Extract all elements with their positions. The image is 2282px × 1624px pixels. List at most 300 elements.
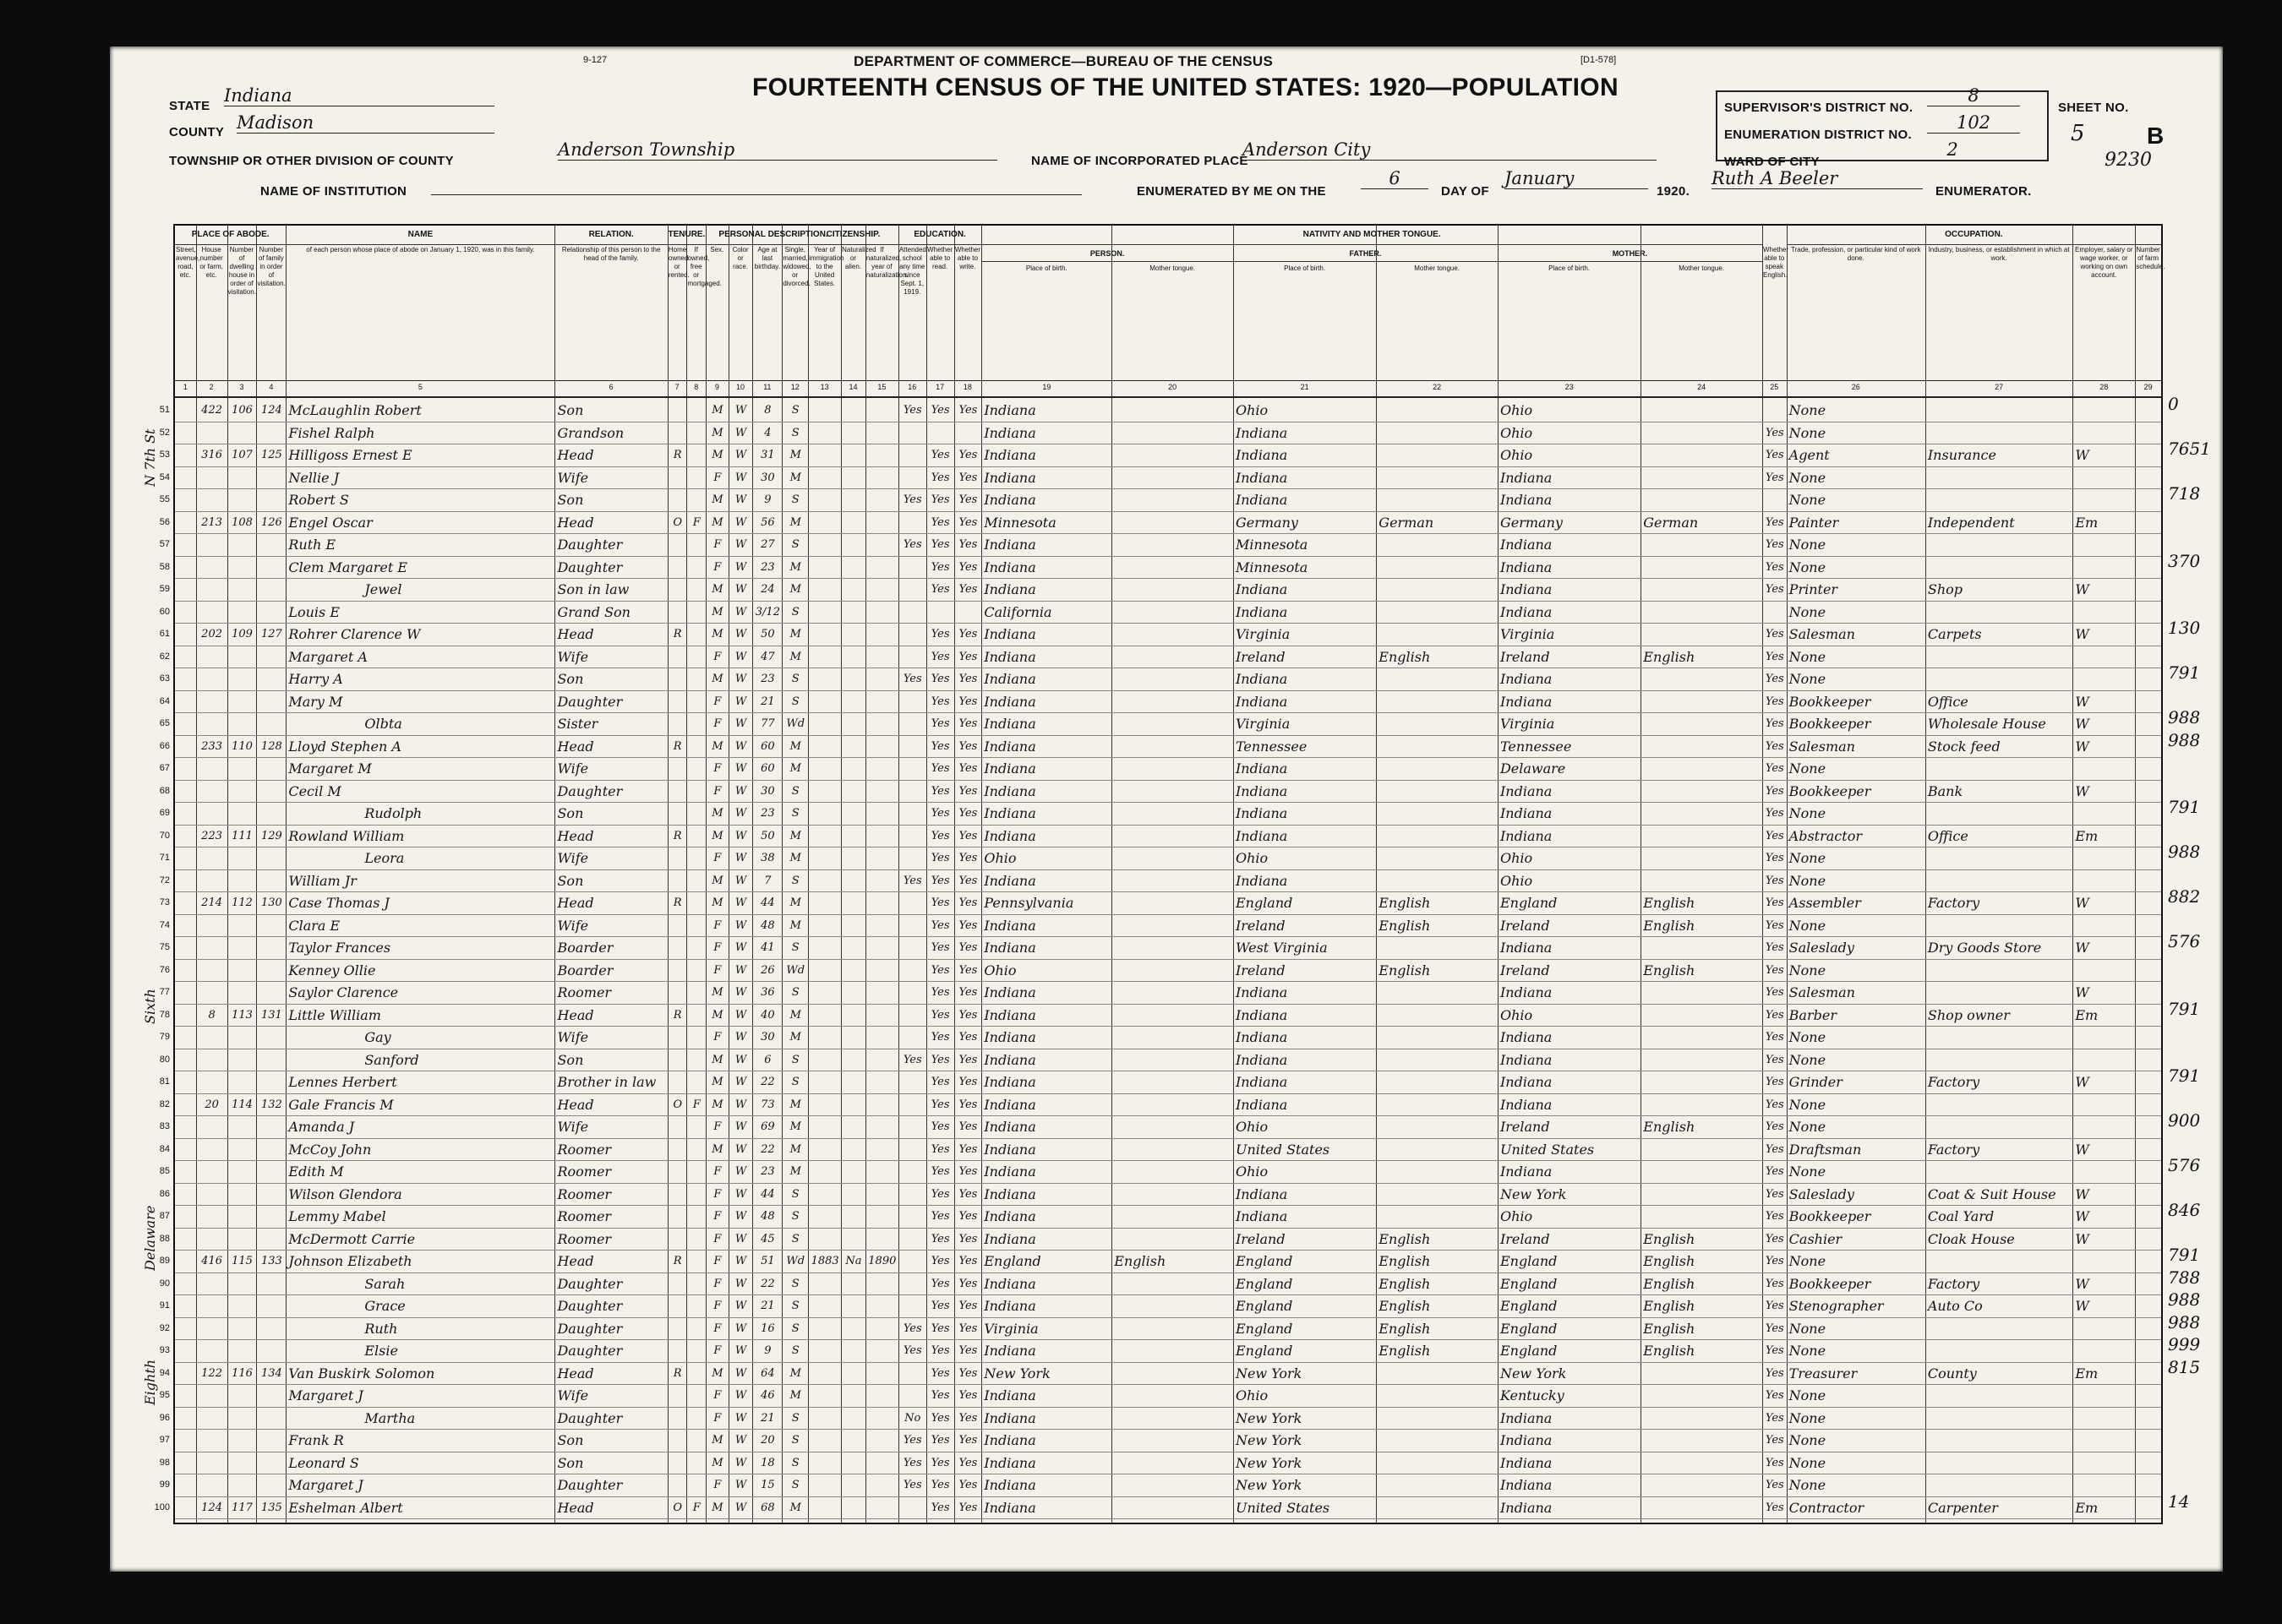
cell-pob: England — [984, 1253, 1041, 1269]
cell-fmt: English — [1378, 1343, 1431, 1359]
cell-house — [199, 938, 226, 957]
cell-dw — [230, 1117, 255, 1136]
column-number: 28 — [2099, 383, 2109, 391]
cell-dw — [230, 1386, 255, 1405]
cell-street — [177, 1050, 194, 1070]
cell-ms: S — [791, 1434, 800, 1447]
street-note: N 7th St — [142, 428, 158, 487]
column-number: 10 — [736, 383, 745, 391]
cell-street — [177, 558, 194, 577]
cell-fpob: Indiana — [1235, 1185, 1288, 1202]
cell-read: Yes — [931, 874, 950, 887]
cell-pob: Indiana — [984, 827, 1036, 844]
cell-own — [670, 1072, 685, 1092]
line-number: 66 — [159, 740, 170, 751]
cell-age: 21 — [761, 1411, 775, 1425]
cell-ms: S — [791, 1076, 800, 1088]
cell-mt — [1114, 1409, 1231, 1428]
cell-fmt — [1378, 938, 1496, 957]
cell-house — [199, 1296, 226, 1316]
cell-occ: Barber — [1788, 1006, 1837, 1023]
cell-mpob: Indiana — [1499, 1164, 1553, 1180]
cell-imm — [811, 1319, 839, 1338]
cell-read: Yes — [931, 673, 950, 685]
cell-imm — [811, 602, 839, 622]
cell-dw — [230, 983, 255, 1002]
cell-farm — [2137, 1072, 2159, 1092]
cell-pob: Indiana — [984, 424, 1036, 441]
cell-race: W — [734, 1120, 747, 1133]
cell-mpob: England — [1499, 1298, 1558, 1314]
cell-farm — [2137, 1386, 2159, 1405]
cell-nat — [843, 1475, 864, 1495]
cell-rel: Son — [557, 1432, 584, 1448]
cell-imm — [811, 1475, 839, 1495]
margin-number: 791 — [2168, 1245, 2201, 1265]
cell-read: Yes — [931, 784, 950, 798]
cell-street — [177, 602, 194, 622]
column-number: 14 — [849, 383, 858, 391]
cell-pob: Indiana — [984, 1164, 1036, 1180]
cell-house — [199, 961, 226, 980]
table-row — [159, 1294, 2161, 1316]
line-number: 79 — [159, 1032, 170, 1042]
table-row — [159, 1339, 2161, 1360]
cell-rel: Son — [557, 402, 584, 418]
cell-nat — [843, 580, 864, 599]
cell-race: W — [734, 404, 747, 417]
cell-house — [199, 1072, 226, 1092]
column-header: Mother tongue. — [1414, 264, 1460, 272]
cell-pob: Indiana — [984, 872, 1036, 889]
cell-ms: M — [789, 1501, 801, 1514]
cell-own — [670, 1296, 685, 1316]
cell-farm — [2137, 647, 2159, 667]
cell-imm — [811, 871, 839, 891]
cell-age: 9 — [764, 1344, 772, 1357]
column-number: 27 — [1995, 383, 2004, 391]
cell-mmt — [1643, 624, 1761, 644]
cell-eng: Yes — [1765, 1456, 1784, 1469]
cell-race: W — [734, 1165, 747, 1178]
cell-sch — [901, 580, 925, 599]
cell-ind: County — [1927, 1365, 1977, 1381]
column-header: Year of immigration to the United States. — [809, 246, 844, 287]
line-number: 100 — [154, 1501, 170, 1512]
sheet-letter: B — [2147, 123, 2165, 149]
cell-mpob: England — [1499, 1253, 1558, 1269]
cell-fmt — [1378, 1409, 1496, 1428]
cell-street — [177, 513, 194, 532]
cell-race: W — [734, 673, 747, 685]
cell-ms: S — [791, 538, 800, 551]
cell-fmt — [1378, 1207, 1496, 1226]
street-note: Sixth — [142, 989, 158, 1024]
cell-sex: F — [713, 1031, 722, 1044]
cell-eng: Yes — [1765, 426, 1784, 439]
cell-nat — [843, 1296, 864, 1316]
cell-sch — [901, 602, 925, 622]
cell-ms: M — [789, 1008, 801, 1022]
cell-write: Yes — [958, 404, 978, 417]
cell-write: Yes — [958, 807, 978, 820]
cell-dw: 114 — [232, 1098, 253, 1111]
cell-ms: M — [789, 829, 801, 842]
margin-number: 0 — [2168, 394, 2179, 414]
cell-rel: Sister — [557, 716, 598, 732]
cell-mpob: Ohio — [1499, 872, 1533, 889]
cell-nat — [843, 938, 864, 957]
cell-farm — [2137, 513, 2159, 532]
cell-nat — [843, 1229, 864, 1249]
cell-write: Yes — [958, 471, 978, 484]
cell-natyr — [868, 445, 897, 465]
cell-rel: Daughter — [557, 1477, 623, 1493]
cell-sex: M — [712, 1456, 723, 1469]
cell-write: Yes — [958, 1389, 978, 1402]
cell-occ: Abstractor — [1788, 827, 1862, 844]
cell-house — [199, 1185, 226, 1204]
cell-write: Yes — [958, 963, 978, 977]
cell-farm — [2137, 580, 2159, 599]
cell-street — [177, 1453, 194, 1473]
cell-own — [670, 938, 685, 957]
cell-occ: Draftsman — [1788, 1141, 1862, 1158]
cell-sch: No — [904, 1411, 921, 1425]
cell-ind: Factory — [1927, 1074, 1980, 1090]
cell-fmt: English — [1378, 895, 1431, 911]
table-row — [159, 936, 2161, 957]
group-header: EDUCATION. — [898, 226, 982, 245]
cell-age: 6 — [764, 1053, 772, 1066]
cell-mmt — [1643, 445, 1761, 465]
cell-read: Yes — [931, 1076, 950, 1088]
cell-fpob: Indiana — [1235, 1051, 1288, 1068]
cell-sch — [901, 848, 925, 868]
cell-rel: Daughter — [557, 559, 623, 575]
cell-farm — [2137, 871, 2159, 891]
cell-eng: Yes — [1765, 515, 1784, 529]
cell-eng: Yes — [1765, 1411, 1784, 1425]
cell-emp: W — [2075, 1298, 2089, 1314]
cell-occ: None — [1788, 537, 1826, 553]
cell-fmt — [1378, 401, 1496, 420]
cell-house — [199, 1409, 226, 1428]
table-row — [159, 1026, 2161, 1047]
table-row — [159, 466, 2161, 488]
cell-nat — [843, 535, 864, 554]
cell-age: 30 — [761, 784, 775, 798]
cell-nat — [843, 468, 864, 488]
cell-write: Yes — [958, 829, 978, 842]
cell-fmt: English — [1378, 1230, 1431, 1247]
cell-ind — [1928, 1431, 2071, 1450]
cell-pob: Indiana — [984, 1387, 1036, 1403]
table-row — [159, 847, 2161, 868]
cell-race: W — [734, 874, 747, 887]
cell-race: W — [734, 695, 747, 708]
cell-fpob: England — [1235, 1253, 1293, 1269]
cell-street — [177, 445, 194, 465]
cell-fmt — [1378, 1162, 1496, 1181]
cell-write: Yes — [958, 784, 978, 798]
cell-fpob: Ireland — [1235, 648, 1286, 665]
line-number: 95 — [159, 1390, 170, 1400]
cell-mort — [689, 871, 704, 891]
cell-occ: Printer — [1788, 581, 1838, 597]
cell-emp: W — [2075, 984, 2089, 1000]
column-number: 29 — [2143, 383, 2153, 391]
cell-mmt — [1643, 1409, 1761, 1428]
cell-natyr — [868, 782, 897, 801]
cell-dw: 115 — [232, 1255, 253, 1267]
cell-house — [199, 1386, 226, 1405]
margin-number: 14 — [2168, 1490, 2190, 1512]
cell-fam: 127 — [260, 628, 282, 640]
cell-race: W — [734, 1142, 747, 1156]
cell-age: 30 — [761, 471, 775, 484]
column-number: 9 — [714, 383, 719, 391]
table-row — [159, 712, 2161, 733]
cell-mmt — [1643, 1475, 1761, 1495]
cell-mpob: Delaware — [1499, 760, 1566, 777]
cell-fmt — [1378, 1072, 1496, 1092]
cell-mpob: Indiana — [1499, 1074, 1553, 1090]
cell-race: W — [734, 1501, 747, 1514]
cell-ms: S — [791, 1322, 800, 1335]
cell-ms: M — [789, 739, 801, 753]
cell-own — [670, 1185, 685, 1204]
cell-fmt — [1378, 871, 1496, 891]
cell-nat — [843, 1409, 864, 1428]
table-row — [159, 1317, 2161, 1338]
cell-own — [670, 647, 685, 667]
cell-own — [670, 535, 685, 554]
cell-imm — [811, 714, 839, 733]
margin-number: 791 — [2168, 1065, 2201, 1086]
cell-write: Yes — [958, 918, 978, 932]
cell-farm — [2137, 848, 2159, 868]
cell-own — [670, 1453, 685, 1473]
cell-sex: M — [712, 449, 723, 461]
cell-own — [670, 580, 685, 599]
cell-dw — [230, 669, 255, 689]
cell-ind: Office — [1927, 693, 1968, 710]
cell-age: 21 — [761, 695, 775, 708]
cell-mmt — [1643, 871, 1761, 891]
cell-fam: 125 — [260, 449, 282, 461]
cell-mort — [689, 669, 704, 689]
cell-own — [670, 468, 685, 488]
cell-mort — [689, 1475, 704, 1495]
cell-farm — [2137, 1229, 2159, 1249]
cell-name: Louis E — [288, 603, 340, 620]
cell-occ: None — [1788, 872, 1826, 889]
cell-pob: Indiana — [984, 1454, 1036, 1471]
cell-imm — [811, 468, 839, 488]
cell-race: W — [734, 1322, 747, 1335]
cell-fam — [259, 848, 284, 868]
table-row — [159, 1228, 2161, 1249]
column-header: Place of birth. — [1548, 264, 1591, 272]
cell-mort — [689, 938, 704, 957]
cell-pob: Indiana — [984, 537, 1036, 553]
cell-fam — [259, 602, 284, 622]
cell-mort — [689, 558, 704, 577]
cell-pob: Indiana — [984, 1096, 1036, 1113]
cell-occ: None — [1788, 1320, 1826, 1337]
cell-imm — [811, 893, 839, 913]
cell-emp — [2075, 1341, 2133, 1360]
cell-fmt — [1378, 1453, 1496, 1473]
cell-street — [177, 1185, 194, 1204]
cell-farm — [2137, 1453, 2159, 1473]
column-header: Relationship of this person to the head of the family. — [561, 246, 661, 262]
cell-ind — [1928, 1050, 2071, 1070]
cell-sch — [901, 513, 925, 532]
cell-fam: 134 — [260, 1366, 282, 1380]
cell-farm — [2137, 1207, 2159, 1226]
cell-street — [177, 1296, 194, 1316]
cell-rel: Head — [557, 1499, 594, 1516]
cell-name: Martha — [364, 1409, 416, 1426]
cell-ms: S — [791, 1300, 800, 1312]
cell-emp: W — [2075, 738, 2089, 755]
cell-mpob: Indiana — [1499, 984, 1553, 1000]
cell-emp — [2075, 1475, 2133, 1495]
column-number: 11 — [763, 383, 772, 391]
cell-natyr — [868, 513, 897, 532]
cell-mt — [1114, 602, 1231, 622]
cell-sex: M — [712, 493, 723, 506]
cell-natyr — [868, 1027, 897, 1047]
cell-age: 40 — [761, 1008, 775, 1022]
column-number: 4 — [269, 383, 274, 391]
table-row — [159, 869, 2161, 891]
cell-mmt — [1643, 1027, 1761, 1047]
cell-ms: S — [791, 426, 800, 439]
cell-dw: 108 — [232, 515, 253, 529]
cell-farm — [2137, 1475, 2159, 1495]
cell-pob: Indiana — [984, 1051, 1036, 1068]
cell-fpob: Ohio — [1235, 1387, 1269, 1403]
cell-street — [177, 1386, 194, 1405]
cell-house: 20 — [205, 1098, 219, 1111]
column-header: Employer, salary or wage worker, or working on own account. — [2075, 246, 2133, 279]
cell-mmt: English — [1643, 1320, 1695, 1337]
cell-write: Yes — [958, 1165, 978, 1178]
cell-house — [199, 1229, 226, 1249]
cell-mort — [689, 737, 704, 756]
cell-farm — [2137, 1251, 2159, 1271]
cell-street — [177, 1027, 194, 1047]
column-number: 12 — [790, 383, 800, 391]
cell-sch — [901, 826, 925, 846]
cell-mpob: Ohio — [1499, 402, 1533, 418]
cell-emp: W — [2075, 581, 2089, 597]
cell-nat — [843, 602, 864, 622]
cell-dw — [230, 1162, 255, 1181]
cell-read: Yes — [931, 1120, 950, 1133]
cell-ind — [1928, 1319, 2071, 1338]
cell-write — [957, 423, 980, 443]
cell-farm — [2137, 602, 2159, 622]
cell-sch: Yes — [903, 493, 922, 506]
cell-emp: W — [2075, 1208, 2089, 1224]
cell-nat — [843, 1319, 864, 1338]
cell-rel: Head — [557, 514, 594, 531]
cell-eng: Yes — [1765, 1255, 1784, 1267]
cell-sch — [901, 647, 925, 667]
cell-emp: W — [2075, 1141, 2089, 1158]
cell-write: Yes — [958, 1142, 978, 1156]
cell-mmt — [1643, 401, 1761, 420]
enumerated-label: ENUMERATED BY ME ON THE — [1137, 184, 1326, 199]
column-number: 24 — [1697, 383, 1706, 391]
cell-eng: Yes — [1765, 1389, 1784, 1402]
cell-natyr — [868, 1341, 897, 1360]
cell-imm — [811, 1431, 839, 1450]
table-row — [159, 646, 2161, 667]
cell-fam: 132 — [260, 1098, 282, 1111]
cell-natyr — [868, 1431, 897, 1450]
cell-emp: W — [2075, 782, 2089, 799]
cell-sex: M — [712, 986, 723, 999]
cell-occ: None — [1788, 559, 1826, 575]
cell-name: Hilligoss Ernest E — [288, 447, 412, 463]
cell-pob: California — [984, 603, 1052, 620]
cell-ind — [1928, 1162, 2071, 1181]
cell-street — [177, 871, 194, 891]
cell-ind — [1928, 1386, 2071, 1405]
cell-fam — [259, 1050, 284, 1070]
cell-house: 124 — [201, 1501, 222, 1514]
column-header: Number of farm schedule. — [2136, 246, 2165, 270]
cell-emp: W — [2075, 626, 2089, 642]
table-row — [159, 757, 2161, 778]
cell-mort — [689, 1386, 704, 1405]
cell-street — [177, 1409, 194, 1428]
cell-natyr — [868, 692, 897, 711]
cell-dw — [230, 423, 255, 443]
cell-mmt: English — [1643, 1119, 1695, 1135]
cell-rel: Head — [557, 738, 594, 755]
cell-name: Robert S — [288, 492, 349, 508]
line-number: 63 — [159, 673, 170, 684]
cell-fpob: Ireland — [1235, 962, 1286, 978]
cell-occ: None — [1788, 648, 1826, 665]
cell-eng: Yes — [1765, 896, 1784, 909]
cell-race: W — [734, 1411, 747, 1425]
cell-natyr — [868, 1409, 897, 1428]
column-header: Attended school any time since Sept. 1, 1919. — [898, 246, 926, 296]
cell-ind — [1928, 647, 2071, 667]
cell-eng: Yes — [1765, 538, 1784, 551]
cell-sex: F — [713, 1411, 722, 1425]
cell-sch — [901, 624, 925, 644]
cell-mpob: Ohio — [1499, 424, 1533, 441]
cell-ms: M — [789, 650, 801, 663]
header-rule — [175, 380, 2161, 381]
line-number: 83 — [159, 1121, 170, 1131]
cell-fpob: Ohio — [1235, 850, 1269, 866]
cell-write: Yes — [958, 941, 978, 954]
line-number: 61 — [159, 629, 170, 639]
cell-read: Yes — [931, 1389, 950, 1402]
cell-fam — [259, 714, 284, 733]
cell-pob: Indiana — [984, 917, 1036, 934]
cell-sch: Yes — [903, 1053, 922, 1066]
